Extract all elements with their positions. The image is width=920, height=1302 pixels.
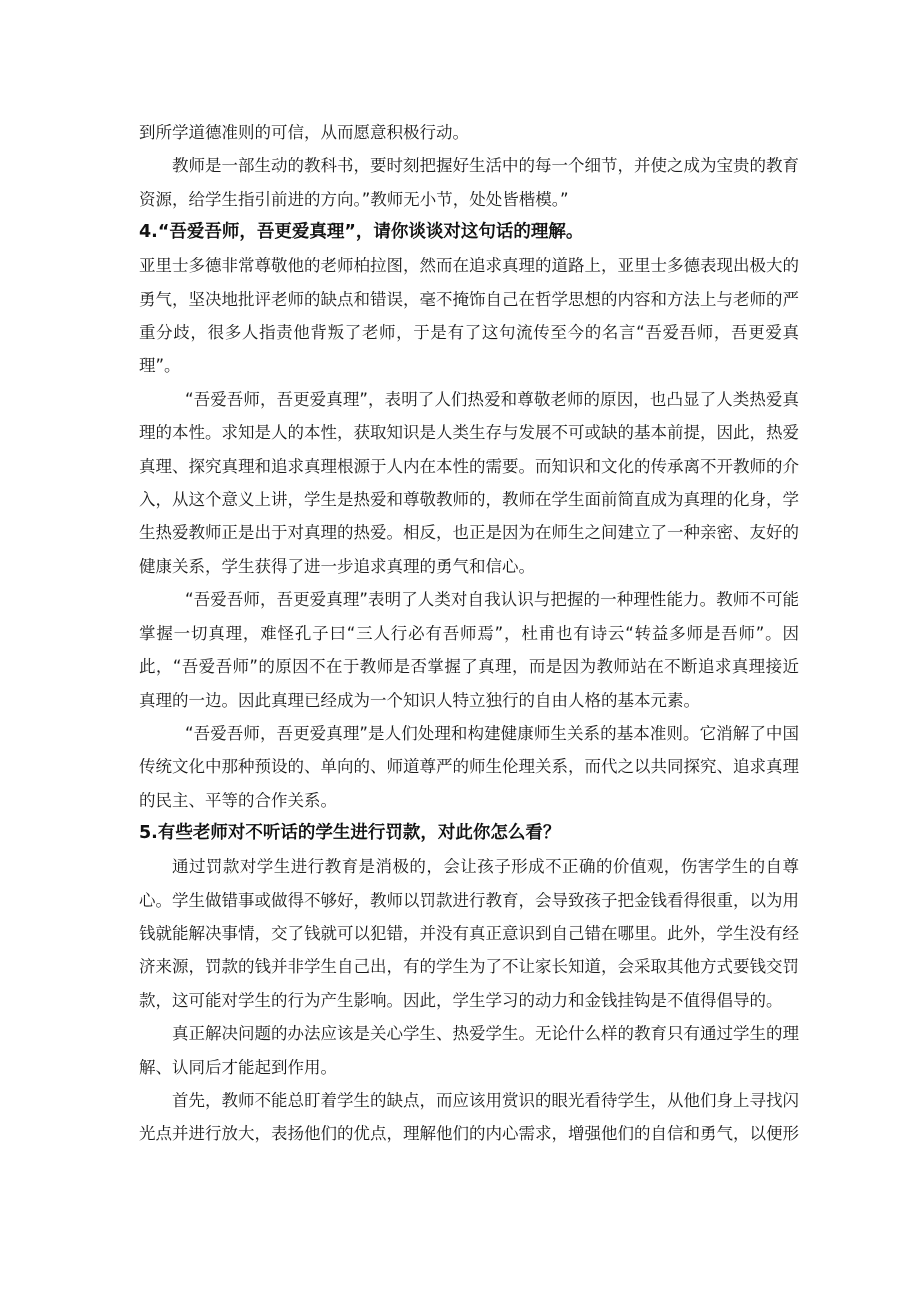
paragraph-8: 真正解决问题的办法应该是关心学生、热爱学生。无论什么样的教育只有通过学生的理解、认同后才能起到作用。 — [139, 1024, 799, 1077]
paragraph-3: 亚里士多德非常尊敬他的老师柏拉图，然而在追求真理的道路上，亚里士多德表现出极大的勇气，坚决地批评老师的缺点和错误，毫不掩饰自己在哲学思想的内容和方法上与老师的严重分歧，很多人指责他背叛了老师，于是有了这句流传至今的名言“吾爱吾师，吾更爱真理”。 — [139, 256, 799, 376]
paragraph-9: 首先，教师不能总盯着学生的缺点，而应该用赏识的眼光看待学生，从他们身上寻找闪光点并进行放大，表扬他们的优点，理解他们的内心需求，增强他们的自信和勇气，以便形 — [139, 1090, 799, 1144]
document-page — [139, 116, 799, 1151]
heading-question-5: 5.有些老师对不听话的学生进行罚款，对此你怎么看？ — [139, 823, 561, 844]
paragraph-4: “吾爱吾师，吾更爱真理”，表明了人们热爱和尊敬老师的原因，也凸显了人类热爱真理的本性。求知是人的本性，获取知识是人类生存与发展不可或缺的基本前提，因此，热爱真理、探究真理和追求真理根源于人内在本性的需要。而知识和文化的传承离不开教师的介入，从这个意义上讲，学生是热爱和尊敬教师的，教师在学生面前简直成为真理的化身，学生热爱教师正是出于对真理的热爱。相反，也正是因为在师生之间建立了一种亲密、友好的健康关系，学生获得了进一步追求真理的勇气和信心。 — [139, 389, 799, 576]
paragraph-7: 通过罚款对学生进行教育是消极的，会让孩子形成不正确的价值观，伤害学生的自尊心。学生做错事或做得不够好，教师以罚款进行教育，会导致孩子把金钱看得很重，以为用钱就能解决事情，交了钱就可以犯错，并没有真正意识到自己错在哪里。此外，学生没有经济来源，罚款的钱并非学生自己出，有的学生为了不让家长知道，会采取其他方式要钱交罚款，这可能对学生的行为产生影响。因此，学生学习的动力和金钱挂钩是不值得倡导的。 — [139, 857, 799, 1010]
paragraph-1: 到所学道德准则的可信，从而愿意积极行动。 — [139, 123, 469, 142]
paragraph-5: “吾爱吾师，吾更爱真理”表明了人类对自我认识与把握的一种理性能力。教师不可能掌握一切真理，难怪孔子曰“三人行必有吾师焉”，杜甫也有诗云“转益多师是吾师”。因此，“吾爱吾师”的原因不在于教师是否掌握了真理，而是因为教师站在不断追求真理接近真理的一边。因此真理已经成为一个知识人特立独行的自由人格的基本元素。 — [139, 590, 799, 710]
paragraph-2: 教师是一部生动的教科书，要时刻把握好生活中的每一个细节，并使之成为宝贵的教育资源，给学生指引前进的方向。”教师无小节，处处皆楷模。” — [139, 156, 799, 209]
heading-question-4: 4.“吾爱吾师，吾更爱真理”，请你谈谈对这句话的理解。 — [139, 222, 584, 243]
paragraph-6: “吾爱吾师，吾更爱真理”是人们处理和构建健康师生关系的基本准则。它消解了中国传统文化中那种预设的、单向的、师道尊严的师生伦理关系，而代之以共同探究、追求真理的民主、平等的合作关系。 — [139, 723, 799, 810]
